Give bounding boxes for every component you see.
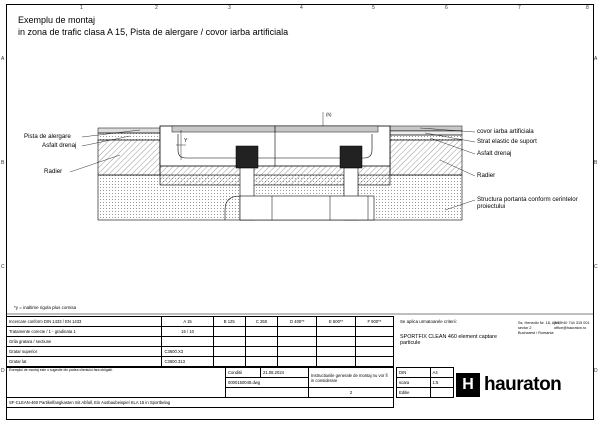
dim-h-label: (h) <box>326 112 332 117</box>
label-elastic-layer: Strat elastic de suport <box>477 138 537 145</box>
cell-disclaimer: Exemplul de montaj este o sugestie din partea clientului fara obligatii. <box>7 368 226 398</box>
cell-din-value: A4 <box>430 368 453 378</box>
dim-y-label: Y <box>184 138 188 144</box>
drawing-subtitle: in zona de trafic clasa A 15, Pista de alergare / covor iarba artificiala <box>18 27 289 37</box>
ruler-row-c-right: C <box>594 264 598 270</box>
cell-a15: A 15 <box>162 317 213 327</box>
cell-c250: C 250 <box>245 317 278 327</box>
company-address-2: sector 2 <box>518 326 532 330</box>
ruler-col-2: 2 <box>155 5 158 11</box>
label-radier-left: Radier <box>44 168 63 175</box>
cell-treatment-value: 15 / 10 <box>162 327 213 337</box>
ruler-col-3: 3 <box>228 5 231 11</box>
ruler-row-c: C <box>1 264 5 270</box>
company-address-3: Bucharest / Romania <box>518 331 554 335</box>
cell-upper-grate-label: Gratar superior <box>7 347 162 357</box>
ruler-col-7: 7 <box>518 5 521 11</box>
cell-d400: D 400** <box>278 317 317 327</box>
ruler-row-d-right: D <box>594 368 598 374</box>
collector-pipe <box>240 196 374 220</box>
lower-title-table <box>6 367 394 408</box>
ruler-row-d: D <box>1 368 5 374</box>
load-class-table <box>6 316 394 367</box>
cell-din-label: DIN <box>397 368 431 378</box>
footnote: *y = inaltime rigola plus cornisa <box>14 305 77 310</box>
right-drainage-asphalt <box>390 135 462 140</box>
company-name: hauraton <box>484 374 562 395</box>
cell-date: 21.08.2024 <box>261 368 309 378</box>
ruler-col-1: 1 <box>80 5 83 11</box>
label-artificial-turf: covor iarba artificiala <box>477 128 534 135</box>
cell-upper-grate-code: C3600.X3 <box>162 347 213 357</box>
drawing-title: Exemplu de montaj <box>18 15 96 25</box>
cell-grate-section-label: Grila gratara / sectiune <box>7 337 162 347</box>
cell-e600: E 600** <box>317 317 356 327</box>
cell-drawing-number: 0000150048.dwg <box>226 378 309 388</box>
ruler-col-6: 6 <box>445 5 448 11</box>
cell-scale-value: 1:5 <box>430 378 453 388</box>
ruler-col-4: 4 <box>300 5 303 11</box>
cell-edition-label: Editie <box>397 388 431 398</box>
particle-trap-right <box>340 146 362 168</box>
label-drainage-asphalt-right: Asfalt drenaj <box>477 150 512 157</box>
cell-wide-grate-label: Gratar lat <box>7 357 162 367</box>
ruler-col-8: 8 <box>586 5 589 11</box>
company-email: office@hauraton.ro <box>554 326 587 330</box>
cell-instruction: Instructiunile generale de montaj nu vor fi in considerare <box>309 368 394 388</box>
cell-treatment-label: Tratamente corecte / 1 - gradinata 1 <box>7 327 162 337</box>
label-drainage-asphalt-left: Asfalt drenaj <box>42 142 77 149</box>
particle-trap-left <box>236 146 258 168</box>
cell-scale-label: scara <box>397 378 431 388</box>
ruler-row-b: B <box>1 160 5 166</box>
product-name: SPORTFIX CLEAN 460 element captare particule <box>400 334 497 346</box>
label-load-structure: Structura portanta conform cerintelor proiectului <box>477 196 578 210</box>
cell-conditions-label: Conditii <box>226 368 261 378</box>
cell-page: 2 <box>309 388 394 398</box>
right-concrete-base <box>390 140 462 175</box>
criteria-label: Se aplica urmatoarele criterii: <box>400 319 457 324</box>
company-address-1: Ss. Henedin Nr. 18, Ap 55 <box>518 321 562 325</box>
ruler-col-5: 5 <box>372 5 375 11</box>
ruler-row-b-right: B <box>594 160 598 166</box>
left-running-track <box>98 128 160 133</box>
cell-test-label: Incercare conform DIN 1433 / EN 1433 <box>7 317 162 327</box>
format-table <box>396 367 454 398</box>
ruler-row-a: A <box>1 56 5 62</box>
left-concrete-base <box>98 140 160 175</box>
cell-wide-grate-code: C3600.313 <box>162 357 213 367</box>
cell-f900: F 900** <box>355 317 393 327</box>
hauraton-logo-icon: H <box>456 373 480 397</box>
label-radier-right: Radier <box>477 172 496 179</box>
cell-b125: B 125 <box>213 317 245 327</box>
company-phone: Tel. +40 744 315 001 <box>554 321 590 325</box>
company-logo <box>456 371 584 399</box>
cell-footer: SF-CLEAN-460 Partikelfangkasten mit Abfall, Ein Ausbaubeispiel KLA 15 in Sportbelag <box>7 398 394 408</box>
ruler-row-a-right: A <box>594 56 598 62</box>
label-running-track: Pista de alergare <box>24 133 71 140</box>
